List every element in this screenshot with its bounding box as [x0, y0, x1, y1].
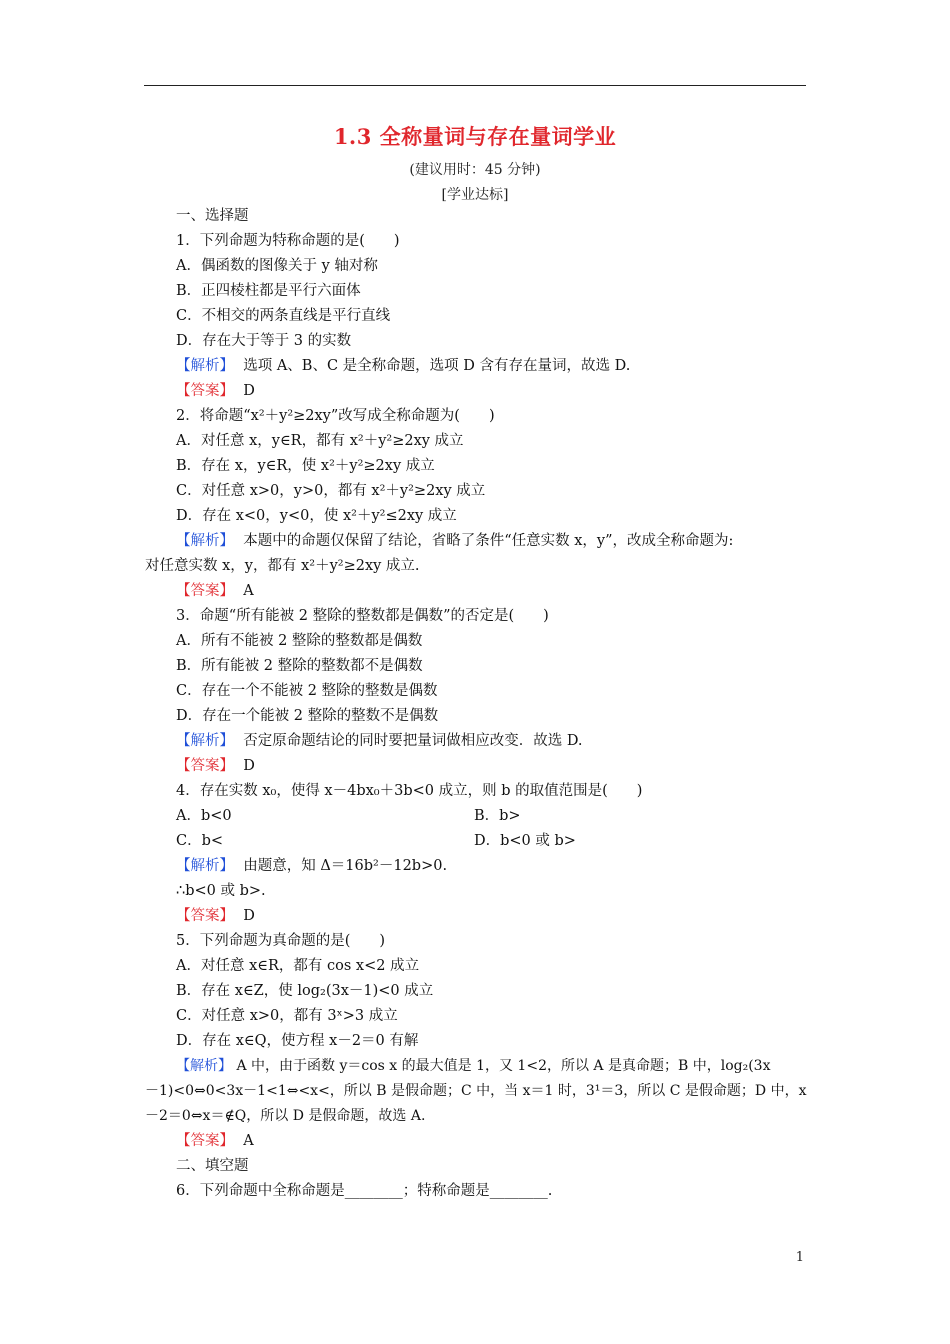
- section-fill-heading: 二、填空题: [176, 1158, 249, 1174]
- q2-analysis-cont: 对任意实数 x，y，都有 x²＋y²≥2xy 成立.: [145, 558, 420, 574]
- q4-analysis: [176, 859, 447, 874]
- page-number: 1: [795, 1250, 804, 1265]
- q3-option-c: C．存在一个不能被 2 整除的整数是偶数: [176, 683, 438, 699]
- page-title: 1.3 全称量词与存在量词学业: [333, 124, 617, 149]
- analysis-text: 本题中的命题仅保留了结论，省略了条件“任意实数 x，y”，改成全称命题为:: [243, 533, 734, 549]
- q4-option-d: D．b<0 或 b>: [474, 833, 576, 849]
- analysis-tag: 【解析】: [176, 358, 234, 374]
- answer-tag: 【答案】: [176, 383, 234, 399]
- q2-option-a: A．对任意 x，y∈R，都有 x²＋y²≥2xy 成立: [176, 433, 464, 449]
- q1-option-b: B．正四棱柱都是平行六面体: [176, 283, 361, 299]
- header-rule: [144, 85, 806, 86]
- q2-analysis: [176, 534, 733, 549]
- analysis-text: 由题意，知 Δ＝16b²－12b>0.: [243, 858, 448, 874]
- analysis-text: 选项 A、B、C 是全称命题，选项 D 含有存在量词，故选 D.: [243, 358, 631, 374]
- q4-answer: [176, 909, 255, 924]
- q1-option-d: D．存在大于等于 3 的实数: [176, 333, 352, 349]
- answer-text: D: [243, 908, 255, 924]
- q4-option-a: A．b<0: [176, 808, 232, 824]
- q1-analysis: [176, 359, 630, 374]
- q3-option-a: A．所有不能被 2 整除的整数都是偶数: [176, 633, 423, 649]
- q3-option-d: D．存在一个能被 2 整除的整数不是偶数: [176, 708, 439, 724]
- q3-option-b: B．所有能被 2 整除的整数都不是偶数: [176, 658, 423, 674]
- q2-option-d: D．存在 x<0，y<0，使 x²＋y²≤2xy 成立: [176, 508, 457, 524]
- q4-analysis-cont: ∴b<0 或 b>.: [176, 883, 266, 899]
- q3-stem: 3．命题“所有能被 2 整除的整数都是偶数”的否定是( ): [176, 608, 549, 624]
- analysis-tag: 【解析】: [176, 858, 234, 874]
- q5-analysis: [176, 1059, 770, 1073]
- q2-option-b: B．存在 x，y∈R，使 x²＋y²≥2xy 成立: [176, 458, 435, 474]
- analysis-tag: 【解析】: [176, 533, 234, 549]
- analysis-text: A 中，由于函数 y＝cos x 的最大值是 1，又 1<2，所以 A 是真命题；B 中，log₂(3x: [236, 1058, 771, 1074]
- section-choice-heading: 一、选择题: [176, 208, 249, 224]
- suggested-time: (建议用时：45 分钟): [409, 162, 541, 178]
- q3-analysis: [176, 734, 583, 749]
- q5-option-a: A．对任意 x∈R，都有 cos x<2 成立: [176, 958, 420, 974]
- q1-option-a: A．偶函数的图像关于 y 轴对称: [176, 258, 378, 274]
- q5-option-b: B．存在 x∈Z，使 log₂(3x－1)<0 成立: [176, 983, 434, 999]
- q1-answer: [176, 384, 255, 399]
- q5-stem: 5．下列命题为真命题的是( ): [176, 933, 386, 949]
- q6-stem: 6．下列命题中全称命题是________；特称命题是________.: [176, 1183, 553, 1199]
- level-label: [学业达标]: [441, 187, 509, 203]
- answer-text: D: [243, 383, 255, 399]
- analysis-tag: 【解析】: [176, 733, 234, 749]
- q2-option-c: C．对任意 x>0，y>0，都有 x²＋y²≥2xy 成立: [176, 483, 486, 499]
- q4-option-c: C．b<: [176, 833, 224, 849]
- analysis-tag: 【解析】: [176, 1058, 232, 1074]
- answer-text: A: [243, 583, 254, 599]
- answer-tag: 【答案】: [176, 583, 234, 599]
- q1-stem: 1．下列命题为特称命题的是( ): [176, 233, 400, 249]
- q4-option-b: B．b>: [474, 808, 521, 824]
- q1-option-c: C．不相交的两条直线是平行直线: [176, 308, 391, 324]
- answer-tag: 【答案】: [176, 1133, 234, 1149]
- q5-option-c: C．对任意 x>0，都有 3ˣ>3 成立: [176, 1008, 398, 1024]
- answer-text: D: [243, 758, 255, 774]
- q2-stem: 2．将命题“x²＋y²≥2xy”改写成全称命题为( ): [176, 408, 495, 424]
- q5-answer: [176, 1134, 254, 1149]
- answer-tag: 【答案】: [176, 908, 234, 924]
- q5-analysis-cont1: －1)<0⇔0<3x－1<1⇔<x<，所以 B 是假命题；C 中，当 x＝1 时，3¹＝3，所以 C 是假命题；D 中，x: [145, 1083, 807, 1099]
- q5-analysis-cont2: －2＝0⇔x＝∉Q，所以 D 是假命题，故选 A.: [145, 1108, 426, 1124]
- answer-text: A: [243, 1133, 254, 1149]
- q2-answer: [176, 584, 254, 599]
- analysis-text: 否定原命题结论的同时要把量词做相应改变．故选 D.: [243, 733, 583, 749]
- answer-tag: 【答案】: [176, 758, 234, 774]
- q4-stem: 4．存在实数 x₀，使得 x－4bx₀＋3b<0 成立，则 b 的取值范围是( ): [176, 783, 643, 799]
- q3-answer: [176, 759, 255, 774]
- q5-option-d: D．存在 x∈Q，使方程 x－2＝0 有解: [176, 1033, 419, 1049]
